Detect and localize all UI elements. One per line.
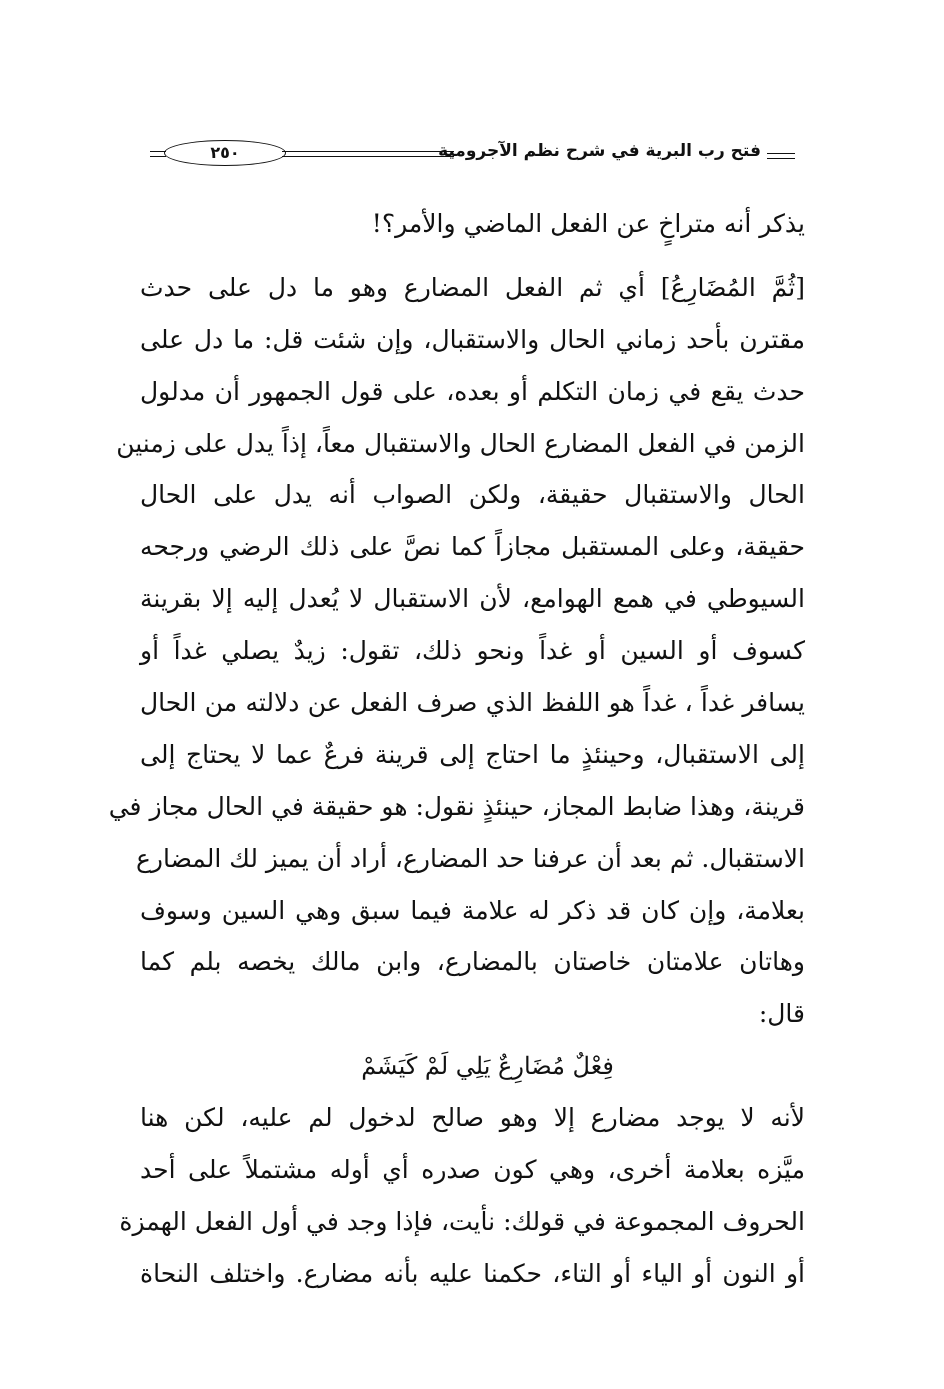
text-line: [ثُمَّ المُضَارِعُ] أي ثم الفعل المضارع وهو ما دل على حدث — [140, 272, 805, 302]
text-line: قال: — [758, 999, 805, 1029]
text-line: كسوف أو السين أو غداً ونحو ذلك، تقول: زيدٌ يصلي غداً أو — [140, 636, 805, 666]
text-line: لأنه لا يوجد مضارع إلا وهو صالح لدخول لم عليه، لكن هنا — [140, 1103, 805, 1133]
text-line: السيوطي في همع الهوامع، لأن الاستقبال لا يُعدل إليه إلا بقرينة — [140, 584, 805, 614]
text-line: قرينة، وهذا ضابط المجاز، حينئذٍ نقول: هو حقيقة في الحال مجاز في — [108, 791, 805, 821]
text-line: حقيقة، وعلى المستقبل مجازاً كما نصَّ على ذلك الرضي ورجحه — [140, 532, 805, 562]
paragraph-gap — [140, 250, 805, 262]
body-text — [108, 198, 805, 1300]
header-rule — [282, 156, 454, 157]
header-rule — [150, 156, 166, 157]
text-line: مقترن بأحد زماني الحال والاستقبال، وإن شئت قل: ما دل على — [140, 324, 805, 354]
text-line: بعلامة، وإن كان قد ذكر له علامة فيما سبق وهي السين وسوف — [140, 895, 805, 925]
page-number: ٢٥٠ — [164, 140, 286, 166]
text-line: الحال والاستقبال حقيقة، ولكن الصواب أنه يدل على الحال — [140, 480, 805, 510]
text-line: الزمن في الفعل المضارع الحال والاستقبال معاً، إذاً يدل على زمنين — [116, 428, 805, 458]
text-line: أو النون أو الياء أو التاء، حكمنا عليه بأنه مضارع. واختلف النحاة — [140, 1258, 805, 1288]
text-line: يذكر أنه متراخٍ عن الفعل الماضي والأمر؟! — [371, 209, 805, 238]
text-line: يسافر غداً ، غداً هو اللفظ الذي صرف الفعل عن دلالته من الحال — [140, 688, 805, 718]
header-rule — [767, 158, 795, 159]
poetry-verse: فِعْلٌ مُضَارِعٌ يَلِي لَمْ كَيَشَمْ — [361, 1052, 614, 1081]
header-rule — [767, 153, 795, 154]
header-rule — [282, 151, 454, 152]
book-title: فتح رب البرية في شرح نظم الآجرومية — [438, 141, 761, 161]
running-header — [150, 138, 795, 172]
text-line: إلى الاستقبال، وحينئذٍ ما احتاج إلى قرينة فرعٌ عما لا يحتاج إلى — [140, 739, 805, 769]
text-line: ميَّزه بعلامة أخرى، وهي كون صدره أي أوله مشتملاً على أحد — [140, 1155, 805, 1185]
header-rule — [150, 151, 166, 152]
text-line: الحروف المجموعة في قولك: نأيت، فإذا وجد في أول الفعل الهمزة — [119, 1207, 805, 1237]
text-line: وهاتان علامتان خاصتان بالمضارع، وابن مالك يخصه بلم كما — [140, 947, 805, 977]
text-line: الاستقبال. ثم بعد أن عرفنا حد المضارع، أراد أن يميز لك المضارع — [136, 843, 805, 873]
text-line: حدث يقع في زمان التكلم أو بعده، على قول الجمهور أن مدلول — [140, 376, 805, 406]
